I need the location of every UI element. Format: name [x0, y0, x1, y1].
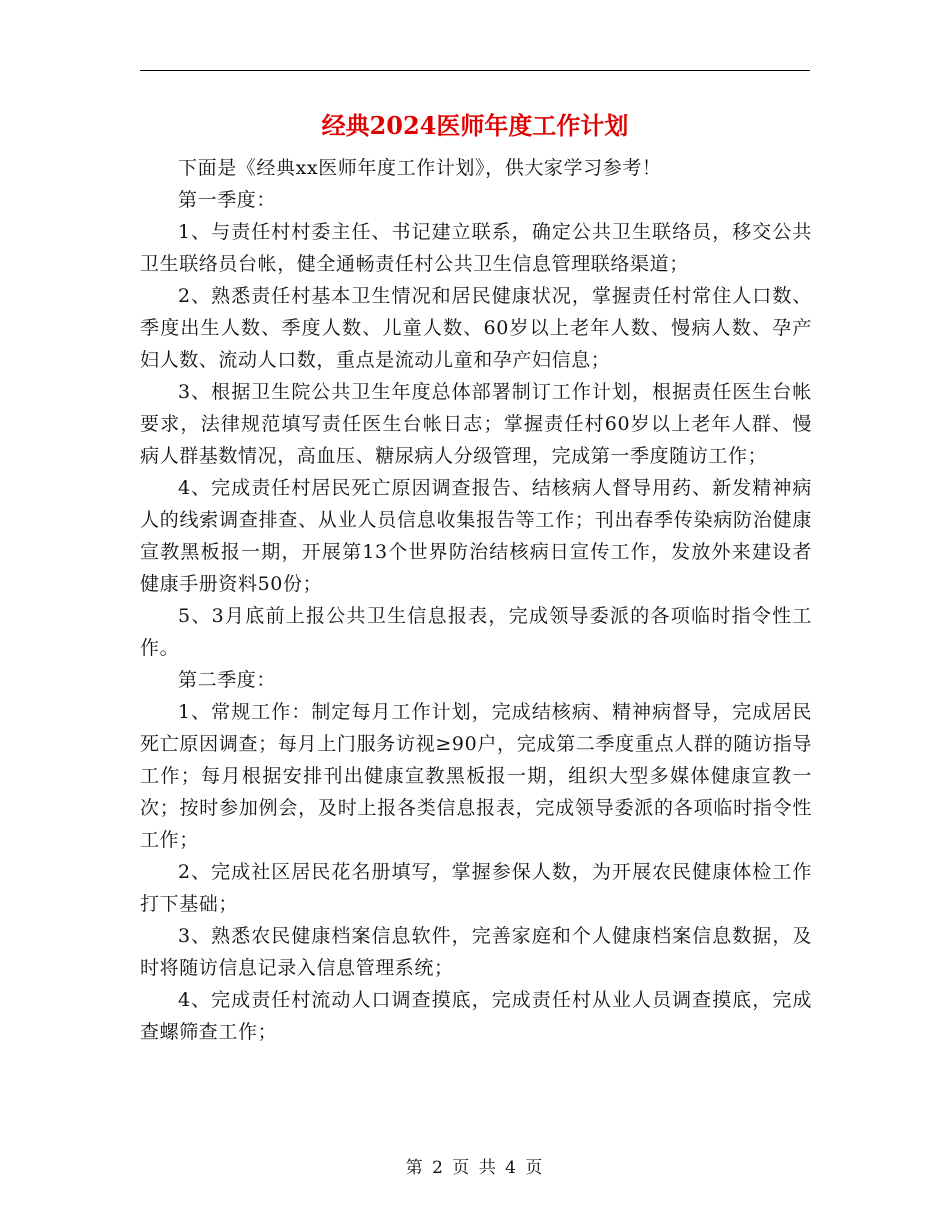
section-heading-q1: 第一季度：: [178, 189, 277, 211]
header-rule: [140, 70, 810, 71]
list-item: 4、完成责任村流动人口调查摸底，完成责任村从业人员调查摸底，完成查螺筛查工作；: [140, 989, 812, 1043]
section-heading-q2: 第二季度：: [178, 669, 277, 691]
list-item: 2、熟悉责任村基本卫生情况和居民健康状况，掌握责任村常住人口数、季度出生人数、季度人数、儿童人数、60岁以上老年人数、慢病人数、孕产妇人数、流动人口数，重点是流动儿童和孕产妇信息；: [140, 285, 812, 371]
page-number-footer: 第 2 页 共 4 页: [405, 1158, 545, 1178]
document-title: 经典2024医师年度工作计划: [321, 111, 629, 140]
list-item: 5、3月底前上报公共卫生信息报表，完成领导委派的各项临时指令性工作。: [140, 605, 812, 659]
list-item: 3、熟悉农民健康档案信息软件，完善家庭和个人健康档案信息数据，及时将随访信息记录入信息管理系统；: [140, 925, 812, 979]
list-item: 1、与责任村村委主任、书记建立联系，确定公共卫生联络员，移交公共卫生联络员台帐，健全通畅责任村公共卫生信息管理联络渠道；: [140, 221, 812, 275]
list-item: 4、完成责任村居民死亡原因调查报告、结核病人督导用药、新发精神病人的线索调查排查、从业人员信息收集报告等工作；刊出春季传染病防治健康宣教黑板报一期，开展第13个世界防治结核病日宣传工作，发放外来建设者健康手册资料50份；: [140, 477, 812, 595]
list-item: 1、常规工作：制定每月工作计划，完成结核病、精神病督导，完成居民死亡原因调查；每月上门服务访视≥90户，完成第二季度重点人群的随访指导工作；每月根据安排刊出健康宣教黑板报一期，组织大型多媒体健康宣教一次；按时参加例会，及时上报各类信息报表，完成领导委派的各项临时指令性工作；: [140, 701, 812, 851]
intro-paragraph: 下面是《经典xx医师年度工作计划》，供大家学习参考！: [178, 157, 662, 179]
document-body: [140, 152, 812, 1048]
list-item: 3、根据卫生院公共卫生年度总体部署制订工作计划，根据责任医生台帐要求，法律规范填写责任医生台帐日志；掌握责任村60岁以上老年人群、慢病人群基数情况，高血压、糖尿病人分级管理，完成第一季度随访工作；: [140, 381, 812, 467]
list-item: 2、完成社区居民花名册填写，掌握参保人数，为开展农民健康体检工作打下基础；: [140, 861, 812, 915]
